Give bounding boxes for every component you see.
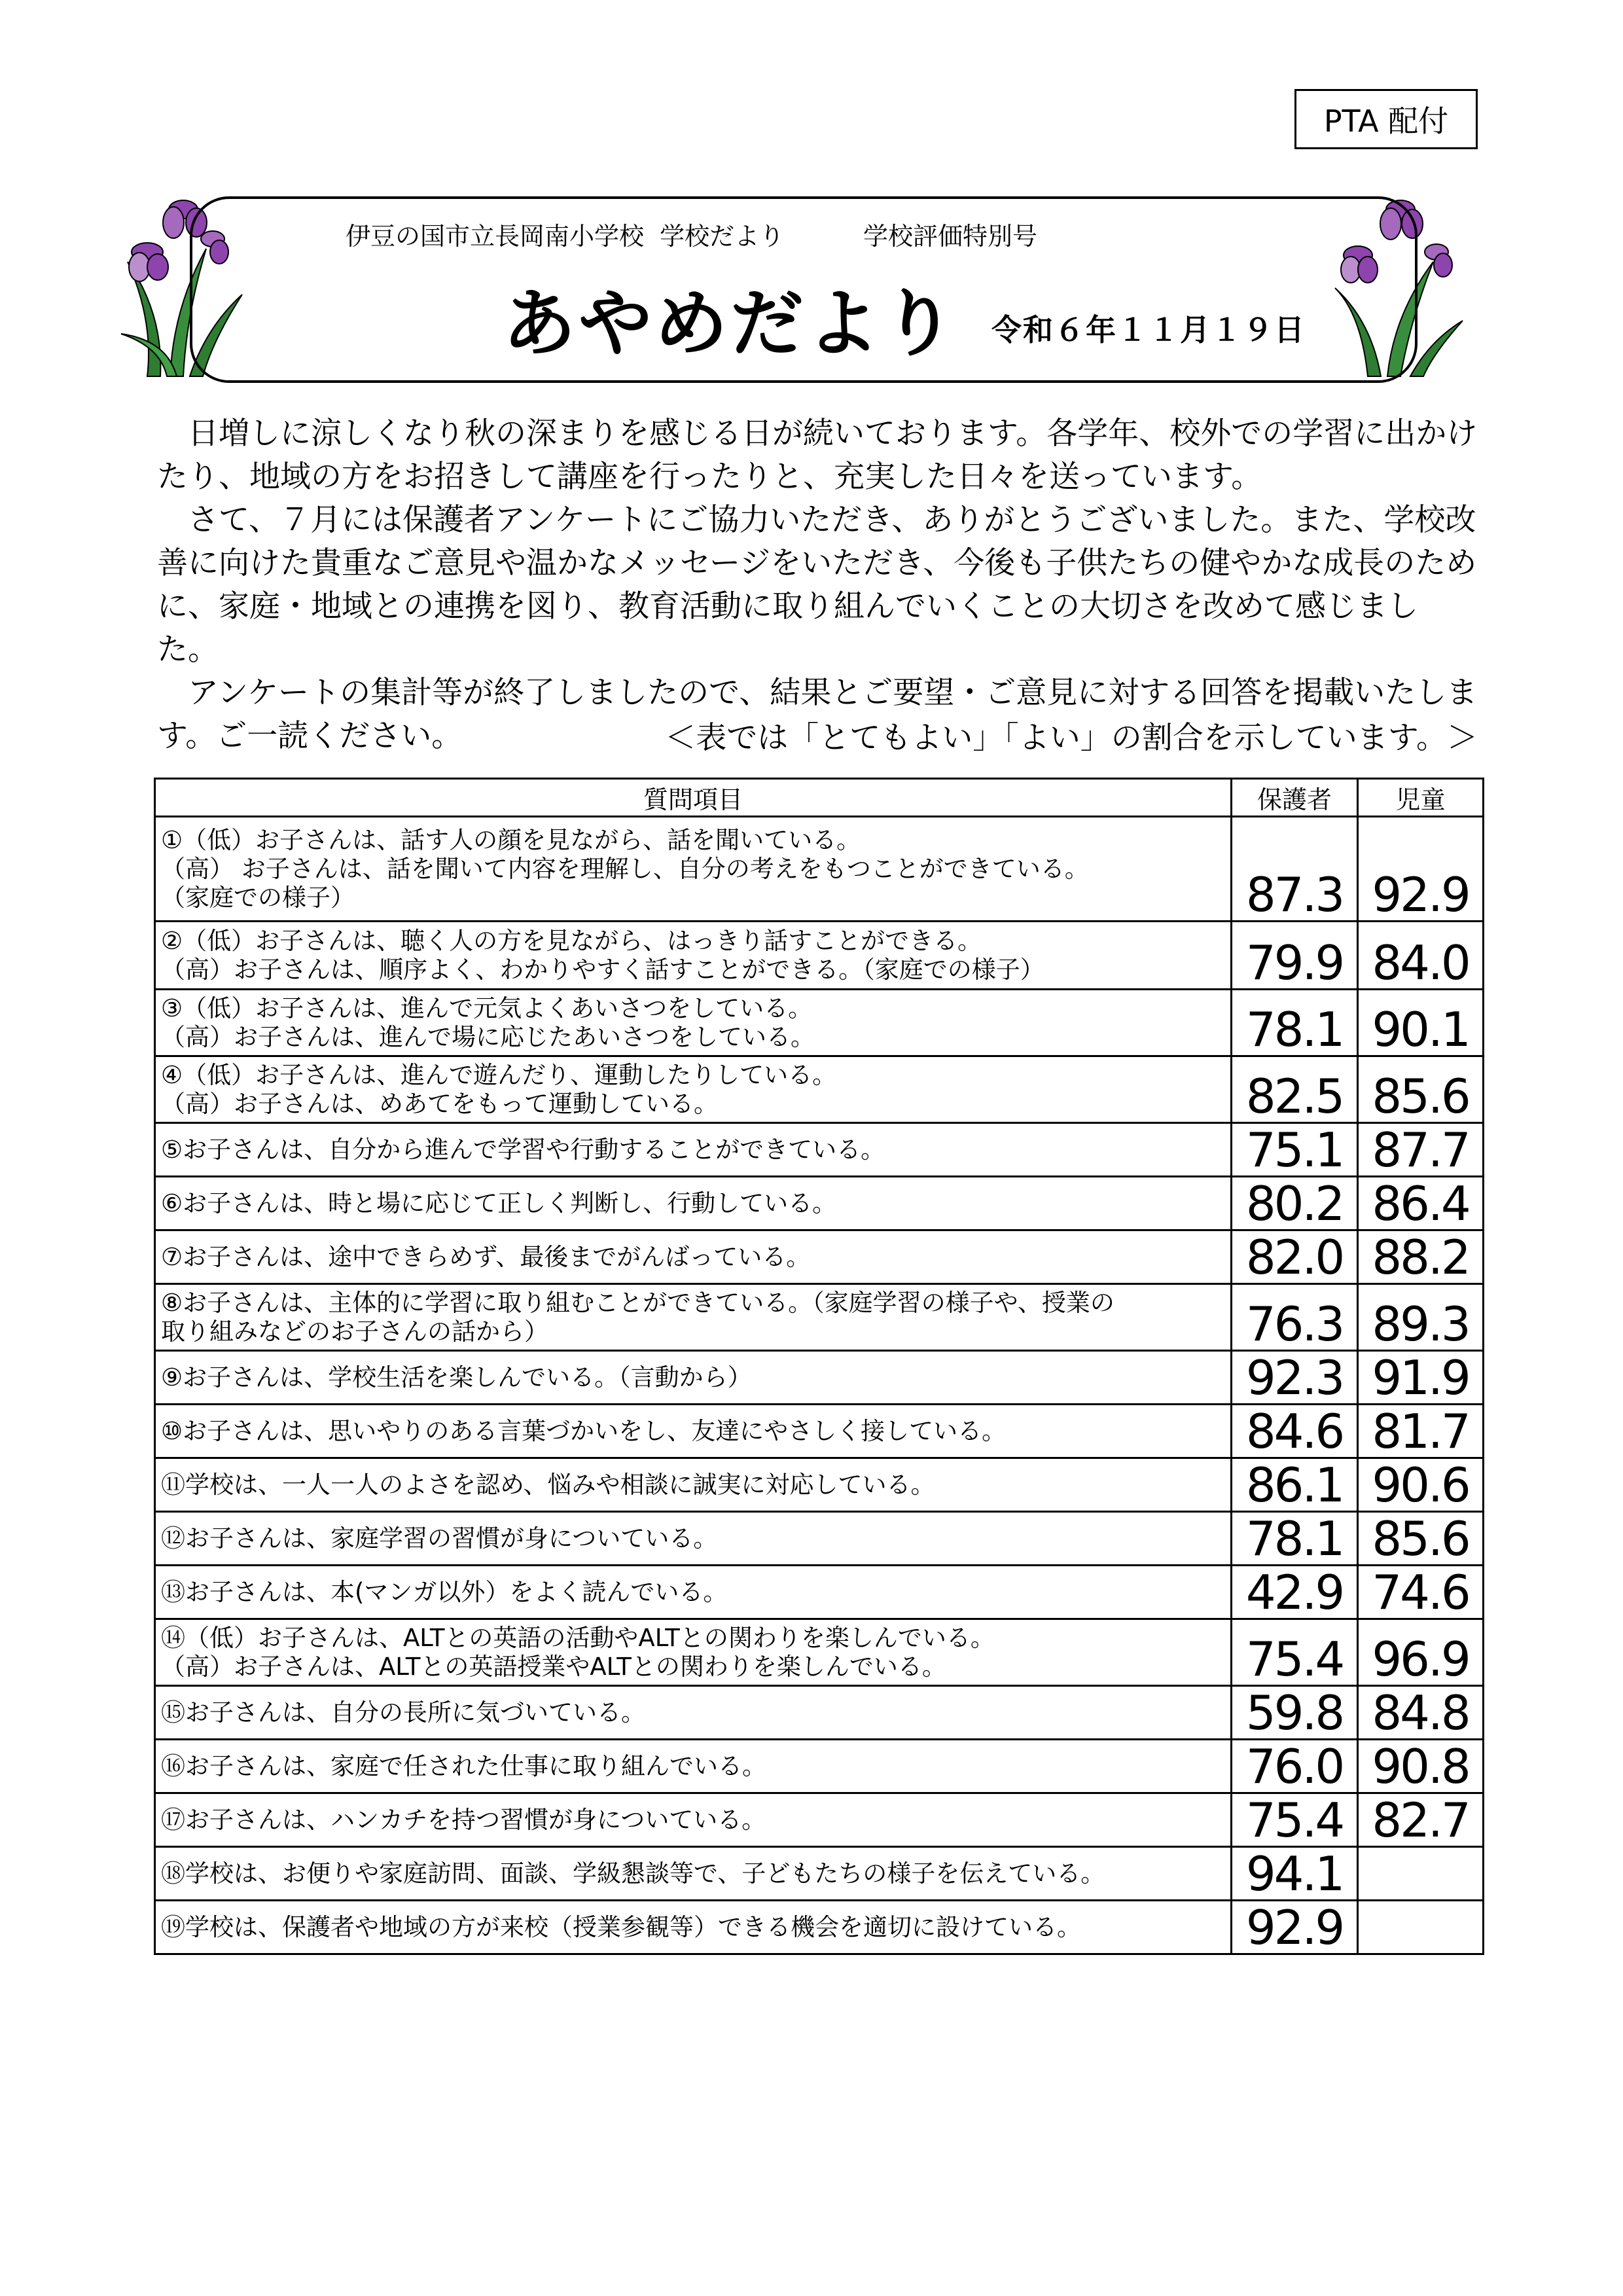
intro-paragraph: さて、７月には保護者アンケートにご協力いただき、ありがとうございました。また、学校改善に向けた貴重なご意見や温かなメッセージをいただき、今後も子供たちの健やかな成長のために、家庭・地域との連携を図り、教育活動に取り組んでいくことの大切さを改めて感じました。 <box>157 502 1477 668</box>
question-cell <box>155 990 1232 1056</box>
parent-value: 75.1 <box>1232 1123 1358 1177</box>
question-cell <box>155 922 1232 990</box>
child-value <box>1358 1901 1484 1954</box>
intro-text <box>157 412 1479 758</box>
table-row <box>155 1405 1484 1458</box>
table-row <box>155 1901 1484 1954</box>
child-value: 74.6 <box>1358 1566 1484 1619</box>
table-header-row <box>155 779 1484 817</box>
question-line: ⑱学校は、お便りや家庭訪問、面談、学級懇談等で、子どもたちの様子を伝えている。 <box>161 1859 1105 1888</box>
parent-value: 94.1 <box>1232 1847 1358 1901</box>
question-line: ⑪学校は、一人一人のよさを認め、悩みや相談に誠実に対応している。 <box>161 1470 935 1499</box>
table-row <box>155 1284 1484 1351</box>
child-value: 82.7 <box>1358 1793 1484 1847</box>
question-line: ①（低）お子さんは、話す人の顔を見ながら、話を聞いている。 <box>161 825 861 854</box>
table-row <box>155 1177 1484 1230</box>
question-line: ⑯お子さんは、家庭で任された仕事に取り組んでいる。 <box>161 1751 766 1780</box>
question-cell <box>155 1566 1232 1619</box>
table-row <box>155 1512 1484 1566</box>
child-value: 85.6 <box>1358 1056 1484 1123</box>
question-line: （高）お子さんは、ALTとの英語授業やALTとの関わりを楽しんでいる。 <box>161 1652 946 1681</box>
table-row <box>155 1847 1484 1901</box>
question-cell <box>155 1284 1232 1351</box>
table-row <box>155 1123 1484 1177</box>
parent-value: 82.5 <box>1232 1056 1358 1123</box>
parent-value: 75.4 <box>1232 1619 1358 1686</box>
question-cell <box>155 1056 1232 1123</box>
question-line: ②（低）お子さんは、聴く人の方を見ながら、はっきり話すことができる。 <box>161 926 982 955</box>
question-cell <box>155 1230 1232 1284</box>
question-line: （高）お子さんは、順序よく、わかりやすく話すことができる。（家庭での様子） <box>161 955 1044 984</box>
parent-value: 75.4 <box>1232 1793 1358 1847</box>
table-row <box>155 1566 1484 1619</box>
parent-value: 92.3 <box>1232 1351 1358 1405</box>
parent-value: 78.1 <box>1232 1512 1358 1566</box>
question-line: ⑥お子さんは、時と場に応じて正しく判断し、行動している。 <box>161 1189 837 1217</box>
parent-value: 42.9 <box>1232 1566 1358 1619</box>
child-value: 81.7 <box>1358 1405 1484 1458</box>
question-line: ⑨お子さんは、学校生活を楽しんでいる。（言動から） <box>161 1363 752 1391</box>
child-value: 90.1 <box>1358 990 1484 1056</box>
child-value: 91.9 <box>1358 1351 1484 1405</box>
question-cell <box>155 1686 1232 1740</box>
table-note: ＜表では「とてもよい」「よい」の割合を示しています。＞ <box>665 720 1478 756</box>
question-cell <box>155 1512 1232 1566</box>
table-row <box>155 1458 1484 1512</box>
question-cell <box>155 1901 1232 1954</box>
table-row <box>155 1793 1484 1847</box>
survey-results-table <box>154 778 1484 1955</box>
question-cell <box>155 1405 1232 1458</box>
parent-value: 92.9 <box>1232 1901 1358 1954</box>
parent-value: 76.3 <box>1232 1284 1358 1351</box>
question-line: ⑭（低）お子さんは、ALTとの英語の活動やALTとの関わりを楽しんでいる。 <box>161 1623 995 1652</box>
question-cell <box>155 1351 1232 1405</box>
header-parent: 保護者 <box>1232 779 1358 817</box>
question-cell <box>155 817 1232 922</box>
table-row <box>155 817 1484 922</box>
child-value: 88.2 <box>1358 1230 1484 1284</box>
question-line: ⑦お子さんは、途中できらめず、最後までがんばっている。 <box>161 1242 811 1271</box>
question-cell <box>155 1123 1232 1177</box>
child-value: 96.9 <box>1358 1619 1484 1686</box>
question-cell <box>155 1847 1232 1901</box>
newsletter-title: あやめだより <box>503 281 958 367</box>
question-line: （高）お子さんは、進んで場に応じたあいさつをしている。 <box>161 1022 815 1051</box>
parent-value: 59.8 <box>1232 1686 1358 1740</box>
parent-value: 76.0 <box>1232 1740 1358 1793</box>
child-value: 92.9 <box>1358 817 1484 922</box>
table-row <box>155 990 1484 1056</box>
question-cell <box>155 1458 1232 1512</box>
question-line: ⑫お子さんは、家庭学習の習慣が身についている。 <box>161 1524 718 1552</box>
distribution-badge: PTA 配付 <box>1294 89 1478 149</box>
question-line: ⑩お子さんは、思いやりのある言葉づかいをし、友達にやさしく接している。 <box>161 1416 1007 1445</box>
child-value: 90.6 <box>1358 1458 1484 1512</box>
question-line: （高）お子さんは、めあてをもって運動している。 <box>161 1089 718 1118</box>
header-question: 質問項目 <box>155 779 1232 817</box>
question-line: ③（低）お子さんは、進んで元気よくあいさつをしている。 <box>161 994 813 1022</box>
question-cell <box>155 1619 1232 1686</box>
parent-value: 87.3 <box>1232 817 1358 922</box>
table-row <box>155 1351 1484 1405</box>
table-row <box>155 1619 1484 1686</box>
issue-label: 学校評価特別号 <box>863 222 1037 251</box>
intro-paragraph: 日増しに涼しくなり秋の深まりを感じる日が続いております。各学年、校外での学習に出かけたり、地域の方をお招きして講座を行ったりと、充実した日々を送っています。 <box>157 416 1478 495</box>
parent-value: 78.1 <box>1232 990 1358 1056</box>
header-child: 児童 <box>1358 779 1484 817</box>
table-row <box>155 1740 1484 1793</box>
child-value: 86.4 <box>1358 1177 1484 1230</box>
child-value: 84.0 <box>1358 922 1484 990</box>
table-row <box>155 1230 1484 1284</box>
question-line: ④（低）お子さんは、進んで遊んだり、運動したりしている。 <box>161 1060 837 1089</box>
table-row <box>155 1056 1484 1123</box>
child-value: 89.3 <box>1358 1284 1484 1351</box>
parent-value: 82.0 <box>1232 1230 1358 1284</box>
intro-paragraph: アンケートの集計等が終了しましたので、結果とご要望・ご意見に対する回答を掲載いたします。ご一読ください。 <box>157 675 1478 754</box>
question-cell <box>155 1793 1232 1847</box>
question-cell <box>155 1740 1232 1793</box>
child-value: 85.6 <box>1358 1512 1484 1566</box>
child-value: 87.7 <box>1358 1123 1484 1177</box>
masthead-subtitle <box>346 216 1037 252</box>
question-cell <box>155 1177 1232 1230</box>
child-value: 90.8 <box>1358 1740 1484 1793</box>
parent-value: 79.9 <box>1232 922 1358 990</box>
child-value <box>1358 1847 1484 1901</box>
question-line: 取り組みなどのお子さんの話から） <box>161 1317 548 1346</box>
parent-value: 80.2 <box>1232 1177 1358 1230</box>
parent-value: 86.1 <box>1232 1458 1358 1512</box>
question-line: ⑲学校は、保護者や地域の方が来校（授業参観等）できる機会を適切に設けている。 <box>161 1912 1081 1941</box>
question-line: ⑧お子さんは、主体的に学習に取り組むことができている。（家庭学習の様子や、授業の <box>161 1288 1115 1317</box>
parent-value: 84.6 <box>1232 1405 1358 1458</box>
question-line: ⑤お子さんは、自分から進んで学習や行動することができている。 <box>161 1135 885 1164</box>
issue-date: 令和６年１１月１９日 <box>991 312 1306 348</box>
question-line: ⑰お子さんは、ハンカチを持つ習慣が身についている。 <box>161 1805 766 1834</box>
question-line: （家庭での様子） <box>161 883 355 912</box>
table-row <box>155 1686 1484 1740</box>
question-line: （高） お子さんは、話を聞いて内容を理解し、自分の考えをもつことができている。 <box>161 854 1089 883</box>
school-name: 伊豆の国市立長岡南小学校 学校だより <box>346 222 785 251</box>
question-line: ⑮お子さんは、自分の長所に気づいている。 <box>161 1698 645 1727</box>
question-line: ⑬お子さんは、本(マンガ以外）をよく読んでいる。 <box>161 1577 728 1606</box>
child-value: 84.8 <box>1358 1686 1484 1740</box>
table-row <box>155 922 1484 990</box>
